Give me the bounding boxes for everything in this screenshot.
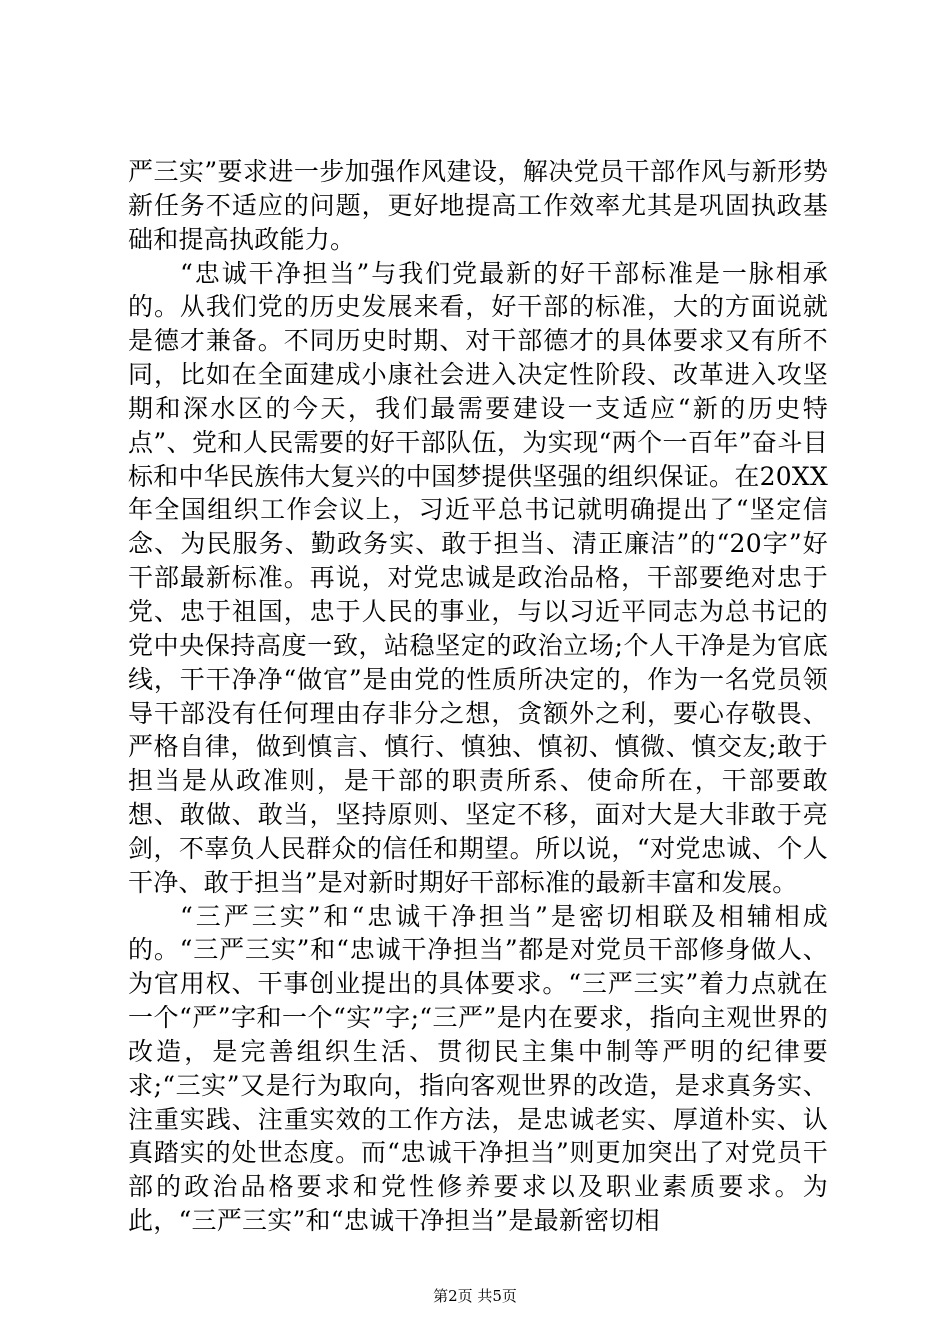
document-body [128,155,828,1238]
paragraph-continuation: 严三实”要求进一步加强作风建设，解决党员干部作风与新形势新任务不适应的问题，更好地提高工作效率尤其是巩固执政基础和提高执政能力。 [128,157,828,254]
paragraph-loyalty-standard: “忠诚干净担当”与我们党最新的好干部标准是一脉相承的。从我们党的历史发展来看，好干部的标准，大的方面说就是德才兼备。不同历史时期、对干部德才的具体要求又有所不同，比如在全面建成小康社会进入决定性阶段、改革进入攻坚期和深水区的今天，我们最需要建设一支适应“新的历史特点”、党和人民需要的好干部队伍，为实现“两个一百年”奋斗目标和中华民族伟大复兴的中国梦提供坚强的组织保证。在20XX年全国组织工作会议上，习近平总书记就明确提出了“坚定信念、为民服务、勤政务实、敢于担当、清正廉洁”的“20字”好干部最新标准。再说，对党忠诚是政治品格，干部要绝对忠于党、忠于祖国，忠于人民的事业，与以习近平同志为总书记的党中央保持高度一致，站稳坚定的政治立场;个人干净是为官底线，干干净净“做官”是由党的性质所决定的，作为一名党员领导干部没有任何理由存非分之想，贪额外之利，要心存敬畏、严格自律，做到慎言、慎行、慎独、慎初、慎微、慎交友;敢于担当是从政准则，是干部的职责所系、使命所在，干部要敢想、敢做、敢当，坚持原则、坚定不移，面对大是大非敢于亮剑，不辜负人民群众的信任和期望。所以说，“对党忠诚、个人干净、敢于担当”是对新时期好干部标准的最新丰富和发展。 [128,258,828,897]
paragraph-three-strict-three-solid: “三严三实”和“忠诚干净担当”是密切相联及相辅相成的。“三严三实”和“忠诚干净担当”都是对党员干部修身做人、为官用权、干事创业提出的具体要求。“三严三实”着力点就在一个“严”字和一个“实”字;“三严”是内在要求，指向主观世界的改造，是完善组织生活、贯彻民主集中制等严明的纪律要求;“三实”又是行为取向，指向客观世界的改造，是求真务实、注重实践、注重实效的工作方法，是忠诚老实、厚道朴实、认真踏实的处世态度。而“忠诚干净担当”则更加突出了对党员干部的政治品格要求和党性修养要求以及职业素质要求。为此，“三严三实”和“忠诚干净担当”是最新密切相 [128,901,828,1236]
page-number-footer: 第2页 共5页 [433,1287,517,1305]
